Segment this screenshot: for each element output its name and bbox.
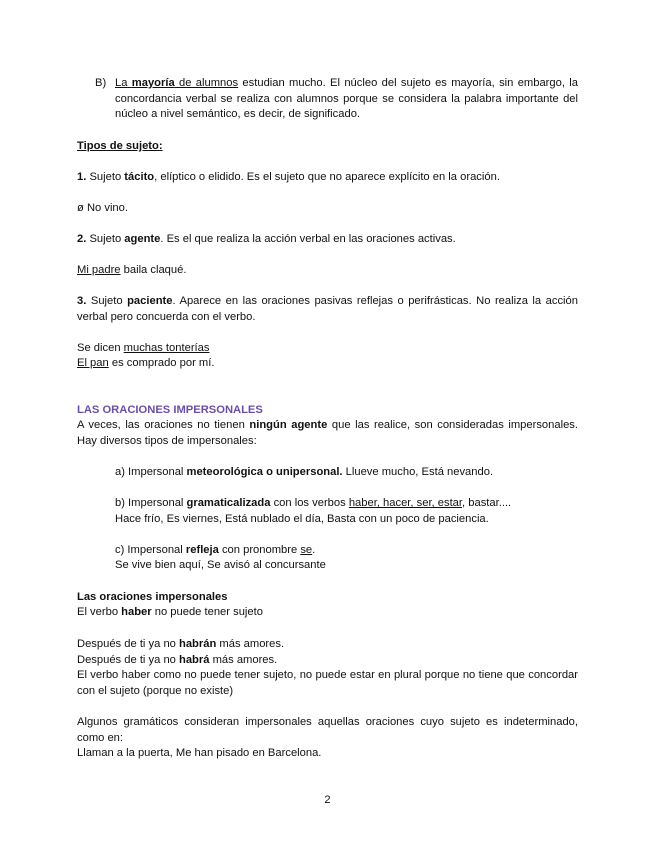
impersonales-heading: LAS ORACIONES IMPERSONALES [77, 404, 263, 416]
haber-line: El verbo haber no puede tener sujeto [77, 606, 263, 618]
impersonal-c-examples: Se vive bien aquí, Se avisó al concursante [115, 559, 326, 571]
haber-explanation: El verbo haber como no puede tener sujeto, no puede estar en plural porque no tiene que concordar con el sujeto (porque no existe) [77, 669, 578, 697]
example-3b: El pan es comprado por mí. [77, 357, 215, 369]
page-number: 2 [324, 794, 331, 806]
haber-example-1: Después de ti ya no habrán más amores. [77, 638, 285, 650]
impersonal-b: b) Impersonal gramaticalizada con los verbos haber, hacer, ser, estar, bastar.... [115, 497, 512, 509]
tipo-1: 1. Sujeto tácito, elíptico o elidido. Es el sujeto que no aparece explícito en la oración. [77, 171, 500, 183]
example-1: ø No vino. [77, 202, 128, 214]
example-2: Mi padre baila claqué. [77, 264, 187, 276]
tipo-2: 2. Sujeto agente. Es el que realiza la acción verbal en las oraciones activas. [77, 233, 456, 245]
impersonales-intro: A veces, las oraciones no tienen ningún agente que las realice, son consideradas impersonales. Hay diversos tipos de impersonales: [77, 419, 579, 447]
tipos-heading: Tipos de sujeto: [77, 140, 163, 152]
item-b-paragraph: La mayoría de alumnos estudian mucho. El núcleo del sujeto es mayoría, sin embargo, la concordancia verbal se realiza con alumnos porque se considera la palabra importante del núcleo a nivel semántico, es decir, de significado. [115, 77, 578, 121]
haber-example-2: Después de ti ya no habrá más amores. [77, 654, 278, 666]
list-marker-b: B) [95, 77, 107, 89]
tipo-3: 3. Sujeto paciente. Aparece en las oraciones pasivas reflejas o perifrásticas. No realiza la acción verbal pero concuerda con el verbo. [77, 295, 578, 323]
haber-heading: Las oraciones impersonales [77, 591, 228, 603]
final-examples: Llaman a la puerta, Me han pisado en Barcelona. [77, 747, 322, 759]
impersonal-b-examples: Hace frío, Es viernes, Está nublado el día, Basta con un poco de paciencia. [115, 513, 489, 525]
example-3a: Se dicen muchas tonterías [77, 342, 210, 354]
impersonal-a: a) Impersonal meteorológica o unipersonal. Llueve mucho, Está nevando. [115, 466, 494, 478]
subject-phrase: La mayoría de alumnos [115, 77, 239, 89]
final-paragraph: Algunos gramáticos consideran impersonales aquellas oraciones cuyo sujeto es indeterminado, como en: [77, 716, 578, 744]
impersonal-c: c) Impersonal refleja con pronombre se. [115, 544, 316, 556]
